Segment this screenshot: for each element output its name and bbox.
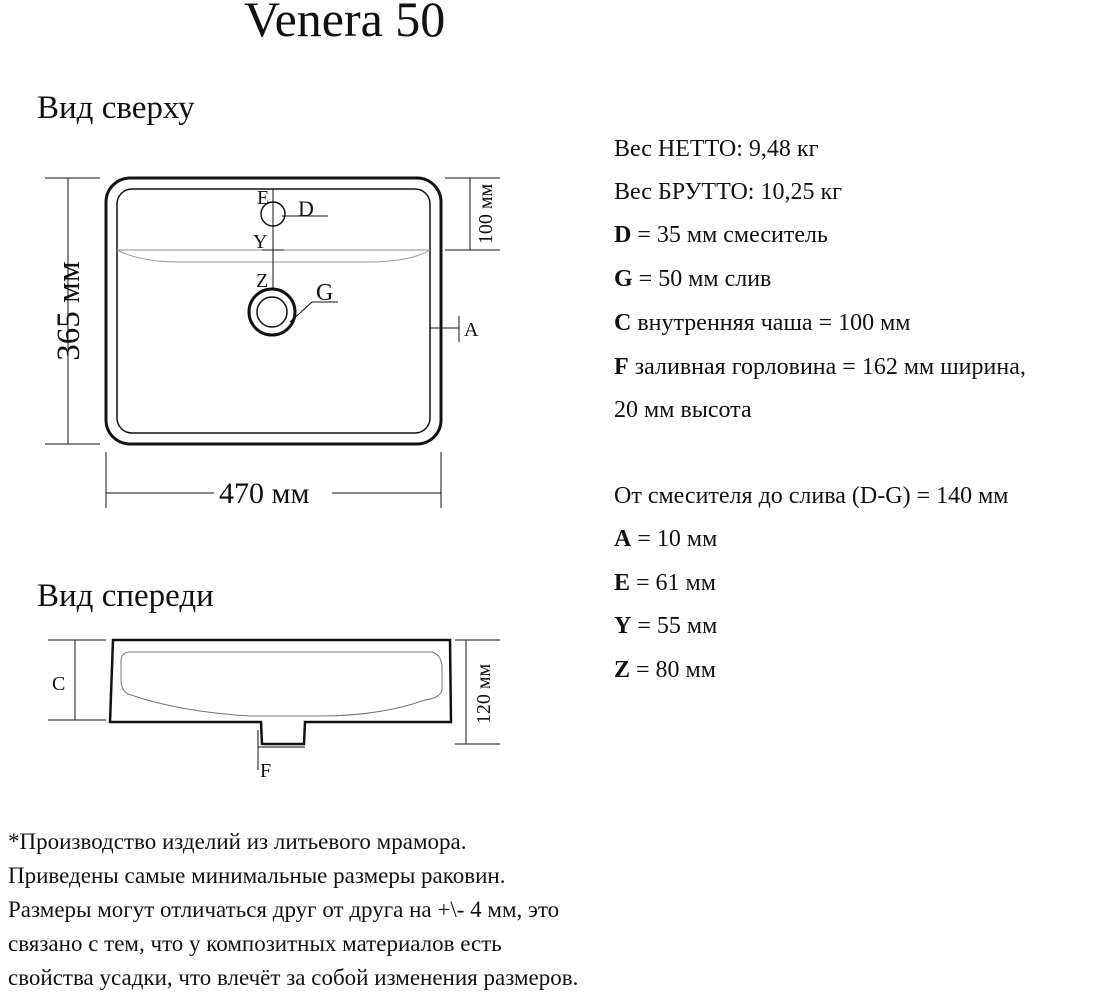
- page-title: Venera 50: [244, 0, 446, 47]
- label-G: G: [316, 280, 334, 306]
- footnote-line: связано с тем, что у композитных материалов есть: [8, 931, 502, 956]
- label-E: E: [257, 187, 270, 209]
- spec-D: D = 35 мм смеситель: [614, 222, 828, 248]
- label-Z: Z: [256, 270, 269, 292]
- footnote-line: Размеры могут отличаться друг от друга на +\- 4 мм, это: [8, 897, 560, 922]
- spec-F-height: 20 мм высота: [614, 397, 752, 423]
- height-dimension-label: 120 мм: [473, 663, 495, 725]
- label-F: F: [260, 760, 272, 782]
- front-view-drawing: [48, 640, 500, 770]
- spec-E: E = 61 мм: [614, 570, 716, 596]
- spec-D-G: От смесителя до слива (D-G) = 140 мм: [614, 483, 1009, 509]
- footnote-line: свойства усадки, что влечёт за собой изменения размеров.: [8, 965, 579, 990]
- spec-net-weight: Вес НЕТТО: 9,48 кг: [614, 136, 819, 162]
- footnote-line: Приведены самые минимальные размеры раковин.: [8, 863, 506, 888]
- spec-A: A = 10 мм: [614, 526, 718, 552]
- label-C: C: [52, 673, 66, 695]
- spec-F: F заливная горловина = 162 мм ширина,: [614, 354, 1026, 380]
- top-view-heading: Вид сверху: [37, 90, 195, 126]
- label-A: A: [464, 319, 479, 341]
- depth-dimension-label: 365 мм: [51, 261, 87, 361]
- spec-Y: Y = 55 мм: [614, 613, 718, 639]
- spec-C: C внутренняя чаша = 100 мм: [614, 310, 911, 336]
- inner-bowl-outline: [121, 652, 442, 716]
- basin-front-outline: [110, 640, 451, 744]
- front-view-heading: Вид спереди: [37, 578, 214, 614]
- drain-inner: [257, 297, 287, 327]
- width-dimension-label: 470 мм: [219, 477, 310, 510]
- spec-G: G = 50 мм слив: [614, 266, 772, 292]
- drain-outer: [249, 289, 295, 335]
- spec-Z: Z = 80 мм: [614, 657, 716, 683]
- top-view-drawing: [45, 178, 500, 508]
- label-D: D: [298, 196, 314, 221]
- deck-dimension-label: 100 мм: [475, 183, 497, 245]
- spec-gross-weight: Вес БРУТТО: 10,25 кг: [614, 179, 842, 205]
- label-Y: Y: [253, 231, 268, 253]
- footnote-line: *Производство изделий из литьевого мрамора.: [8, 829, 467, 854]
